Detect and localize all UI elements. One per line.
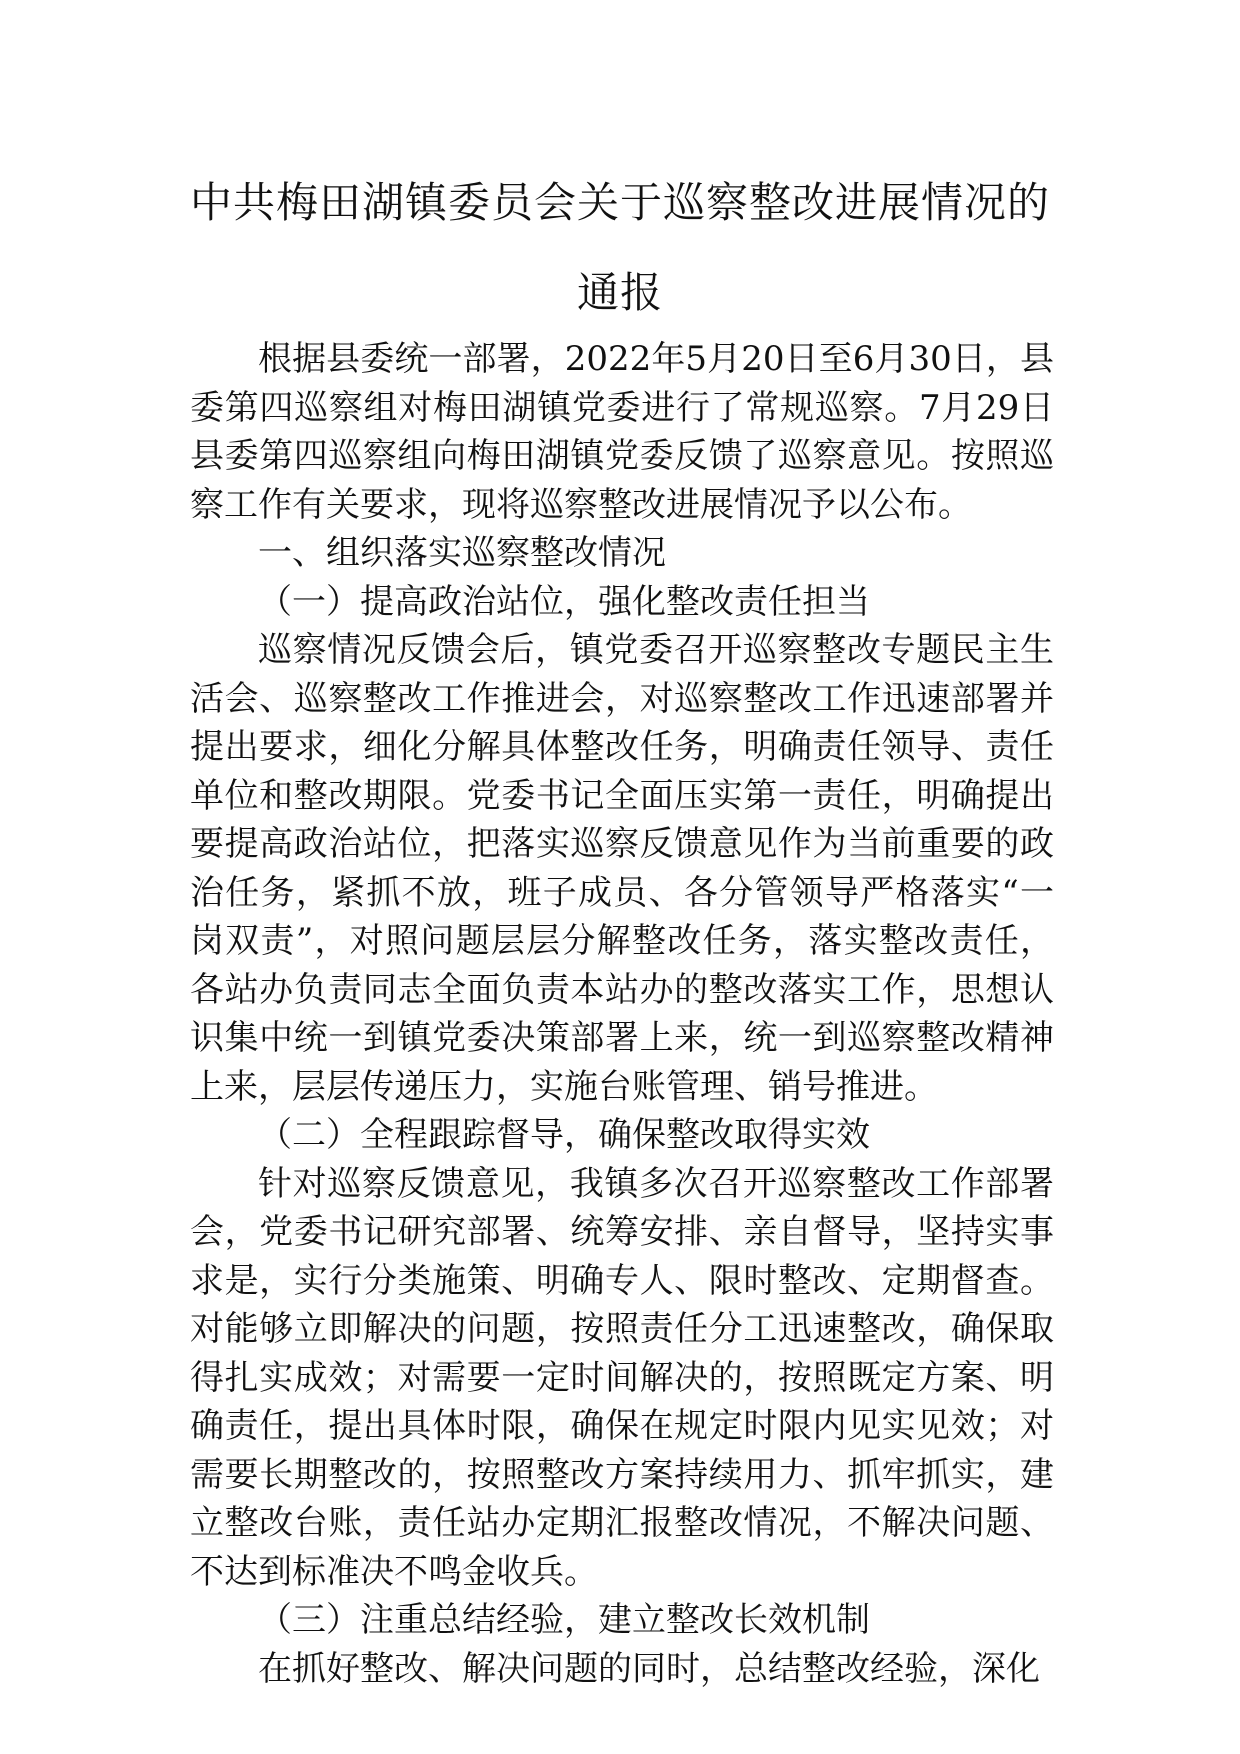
subsection-heading-2: （二）全程跟踪督导，确保整改取得实效 bbox=[258, 1115, 870, 1155]
section-heading-1: 一、组织落实巡察整改情况 bbox=[258, 533, 666, 573]
document-body bbox=[190, 335, 1054, 1693]
document-title: 中共梅田湖镇委员会关于巡察整改进展情况的通报 bbox=[190, 178, 1051, 317]
paragraph-intro: 根据县委统一部署，2022年5月20日至6月30日，县委第四巡察组对梅田湖镇党委进行了常规巡察。7月29日县委第四巡察组向梅田湖镇党委反馈了巡察意见。按照巡察工作有关要求，现将巡察整改进展情况予以公布。 bbox=[190, 339, 1054, 525]
paragraph-3: 在抓好整改、解决问题的同时，总结整改经验，深化 bbox=[258, 1648, 1040, 1689]
paragraph-2: 针对巡察反馈意见，我镇多次召开巡察整改工作部署会，党委书记研究部署、统筹安排、亲自督导，坚持实事求是，实行分类施策、明确专人、限时整改、定期督查。对能够立即解决的问题，按照责任分工迅速整改，确保取得扎实成效；对需要一定时间解决的，按照既定方案、明确责任，提出具体时限，确保在规定时限内见实见效；对需要长期整改的，按照整改方案持续用力、抓牢抓实，建立整改台账，责任站办定期汇报整改情况，不解决问题、不达到标准决不鸣金收兵。 bbox=[190, 1163, 1054, 1592]
paragraph-1: 巡察情况反馈会后，镇党委召开巡察整改专题民主生活会、巡察整改工作推进会，对巡察整改工作迅速部署并提出要求，细化分解具体整改任务，明确责任领导、责任单位和整改期限。党委书记全面压实第一责任，明确提出要提高政治站位，把落实巡察反馈意见作为当前重要的政治任务，紧抓不放，班子成员、各分管领导严格落实“一岗双责”，对照问题层层分解整改任务，落实整改责任，各站办负责同志全面负责本站办的整改落实工作，思想认识集中统一到镇党委决策部署上来，统一到巡察整改精神上来，层层传递压力，实施台账管理、销号推进。 bbox=[190, 630, 1054, 1107]
subsection-heading-1: （一）提高政治站位，强化整改责任担当 bbox=[258, 581, 870, 622]
subsection-heading-3: （三）注重总结经验，建立整改长效机制 bbox=[258, 1600, 870, 1640]
